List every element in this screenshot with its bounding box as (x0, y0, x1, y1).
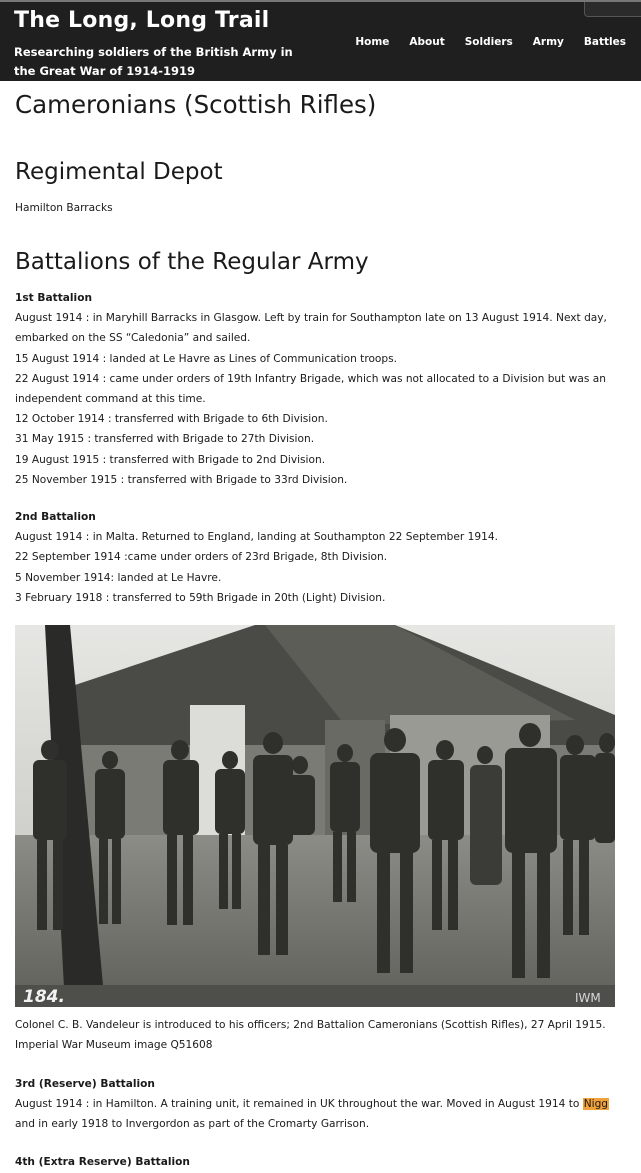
first-battalion-block (15, 288, 625, 490)
regular-army-heading: Battalions of the Regular Army (15, 249, 369, 275)
first-battalion-line: 22 August 1914 : came under orders of 19th Infantry Brigade, which was not allocated to a Division but was an (15, 372, 606, 385)
fourth-battalion-title: 4th (Extra Reserve) Battalion (15, 1156, 190, 1168)
depot-heading: Regimental Depot (15, 159, 223, 185)
nav-battles[interactable]: Battles (583, 36, 626, 48)
first-battalion-line: embarked on the SS “Caledonia” and sailed. (15, 332, 251, 345)
battalion-photo[interactable] (15, 625, 615, 1007)
second-battalion-title: 2nd Battalion (15, 511, 96, 523)
second-battalion-line: 5 November 1914: landed at Le Havre. (15, 571, 222, 584)
site-header (0, 0, 641, 81)
first-battalion-line: 15 August 1914 : landed at Le Havre as Lines of Communication troops. (15, 352, 398, 365)
photo-caption-source: Imperial War Museum image Q51608 (15, 1039, 213, 1052)
iwm-watermark: IWM (575, 991, 601, 1005)
third-battalion-line (15, 1094, 625, 1114)
highlighted-text-nigg[interactable]: Nigg (583, 1098, 609, 1111)
third-battalion-text: August 1914 : in Hamilton. A training unit, it remained in UK throughout the war. Moved in August 1914 to (15, 1098, 583, 1111)
photo-caption-line: Colonel C. B. Vandeleur is introduced to his officers; 2nd Battalion Cameronians (Scottish Rifles), 27 April 1915. (15, 1019, 606, 1031)
nav-army[interactable]: Army (532, 36, 564, 48)
second-battalion-line: August 1914 : in Malta. Returned to England, landing at Southampton 22 September 1914. (15, 531, 498, 544)
photo-plate-number: 184. (23, 987, 65, 1007)
first-battalion-line: 25 November 1915 : transferred with Brigade to 33rd Division. (15, 473, 348, 486)
header-corner-tab[interactable] (584, 2, 641, 17)
page-title: Cameronians (Scottish Rifles) (15, 90, 377, 119)
third-battalion-title: 3rd (Reserve) Battalion (15, 1078, 155, 1090)
second-battalion-line: 3 February 1918 : transferred to 59th Brigade in 20th (Light) Division. (15, 591, 386, 604)
photo-illustration (15, 625, 615, 1007)
first-battalion-line: 31 May 1915 : transferred with Brigade to 27th Division. (15, 433, 315, 446)
main-nav (355, 36, 626, 48)
second-battalion-block (15, 507, 625, 608)
nav-home[interactable]: Home (355, 36, 390, 48)
second-battalion-line: 22 September 1914 :came under orders of 23rd Brigade, 8th Division. (15, 551, 388, 564)
first-battalion-title: 1st Battalion (15, 292, 93, 304)
nav-soldiers[interactable]: Soldiers (464, 36, 513, 48)
first-battalion-line: August 1914 : in Maryhill Barracks in Glasgow. Left by train for Southampton late on 13 August 1914. Next day, (15, 312, 607, 325)
third-battalion-line: and in early 1918 to Invergordon as part of the Cromarty Garrison. (15, 1118, 370, 1131)
first-battalion-line: 19 August 1915 : transferred with Brigade to 2nd Division. (15, 453, 326, 466)
site-tagline: Researching soldiers of the British Army in the Great War of 1914-1919 (14, 45, 293, 78)
first-battalion-line: independent command at this time. (15, 393, 206, 406)
third-battalion-block (15, 1074, 625, 1135)
photo-caption (15, 1015, 625, 1055)
first-battalion-line: 12 October 1914 : transferred with Brigade to 6th Division. (15, 413, 328, 426)
depot-text: Hamilton Barracks (15, 202, 113, 214)
nav-about[interactable]: About (409, 36, 445, 48)
site-title[interactable]: The Long, Long Trail (14, 8, 270, 33)
